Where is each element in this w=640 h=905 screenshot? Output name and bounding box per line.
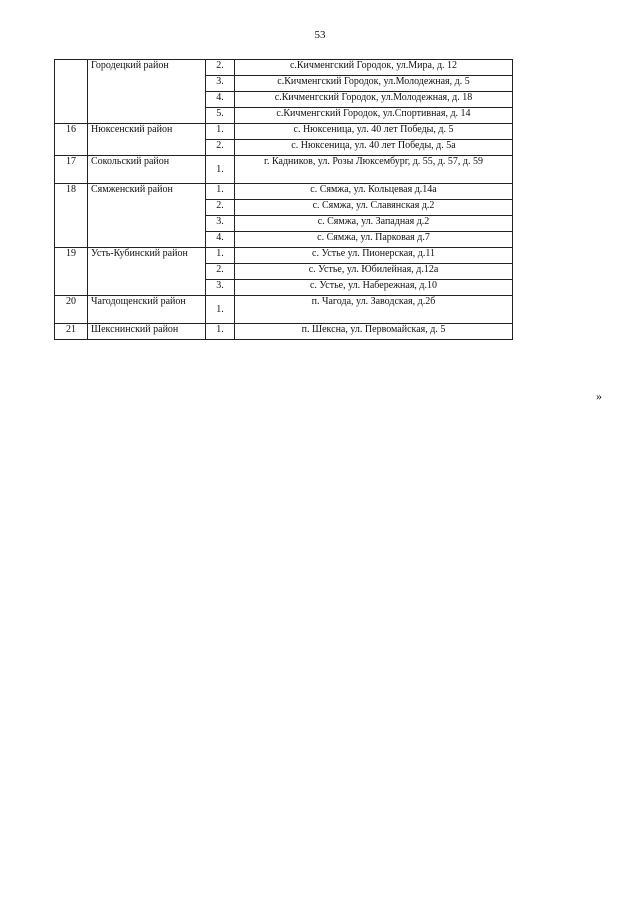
- district-number: 20: [55, 296, 88, 324]
- item-number: 3.: [206, 76, 235, 92]
- closing-quote: »: [596, 389, 602, 403]
- district-name: Усть-Кубинский район: [88, 248, 206, 296]
- district-name: Шекснинский район: [88, 324, 206, 340]
- item-number: 2.: [206, 140, 235, 156]
- item-number: 3.: [206, 216, 235, 232]
- table-row: [55, 296, 513, 324]
- address: с.Кичменгский Городок, ул.Спортивная, д. 14: [235, 108, 513, 124]
- address: п. Чагода, ул. Заводская, д.2б: [235, 296, 513, 324]
- district-name: Нюксенский район: [88, 124, 206, 156]
- item-number: 1.: [206, 248, 235, 264]
- address-table: [54, 59, 513, 340]
- district-number: 16: [55, 124, 88, 156]
- item-number: 1.: [206, 296, 235, 324]
- address: с.Кичменгский Городок, ул.Молодежная, д. 18: [235, 92, 513, 108]
- address: с. Сямжа, ул. Парковая д.7: [235, 232, 513, 248]
- district-name: Сямженский район: [88, 184, 206, 248]
- table-row: [55, 124, 513, 140]
- district-number: 17: [55, 156, 88, 184]
- address: п. Шексна, ул. Первомайская, д. 5: [235, 324, 513, 340]
- district-number: 18: [55, 184, 88, 248]
- item-number: 4.: [206, 92, 235, 108]
- item-number: 3.: [206, 280, 235, 296]
- district-name: Сокольский район: [88, 156, 206, 184]
- district-number: 21: [55, 324, 88, 340]
- item-number: 2.: [206, 60, 235, 76]
- table-row: [55, 184, 513, 200]
- address: с. Устье, ул. Набережная, д.10: [235, 280, 513, 296]
- item-number: 1.: [206, 324, 235, 340]
- item-number: 2.: [206, 200, 235, 216]
- item-number: 2.: [206, 264, 235, 280]
- table-row: [55, 60, 513, 76]
- item-number: 1.: [206, 124, 235, 140]
- address: с. Нюксеница, ул. 40 лет Победы, д. 5а: [235, 140, 513, 156]
- address: с.Кичменгский Городок, ул.Мира, д. 12: [235, 60, 513, 76]
- address: с. Сямжа, ул. Кольцевая д.14а: [235, 184, 513, 200]
- address: с. Нюксеница, ул. 40 лет Победы, д. 5: [235, 124, 513, 140]
- address: с. Устье ул. Пионерская, д.11: [235, 248, 513, 264]
- page-number: 53: [314, 29, 326, 41]
- item-number: 5.: [206, 108, 235, 124]
- district-number: 19: [55, 248, 88, 296]
- item-number: 1.: [206, 156, 235, 184]
- item-number: 4.: [206, 232, 235, 248]
- address: с.Кичменгский Городок, ул.Молодежная, д. 5: [235, 76, 513, 92]
- item-number: 1.: [206, 184, 235, 200]
- address: с. Устье, ул. Юбилейная, д.12а: [235, 264, 513, 280]
- table-row: [55, 156, 513, 184]
- address: с. Сямжа, ул. Славянская д.2: [235, 200, 513, 216]
- district-number: [55, 60, 88, 124]
- table-row: [55, 248, 513, 264]
- table-row: [55, 324, 513, 340]
- district-name: Городецкий район: [88, 60, 206, 124]
- district-name: Чагодощенский район: [88, 296, 206, 324]
- address: г. Кадников, ул. Розы Люксембург, д. 55, д. 57, д. 59: [235, 156, 513, 184]
- address: с. Сямжа, ул. Западная д.2: [235, 216, 513, 232]
